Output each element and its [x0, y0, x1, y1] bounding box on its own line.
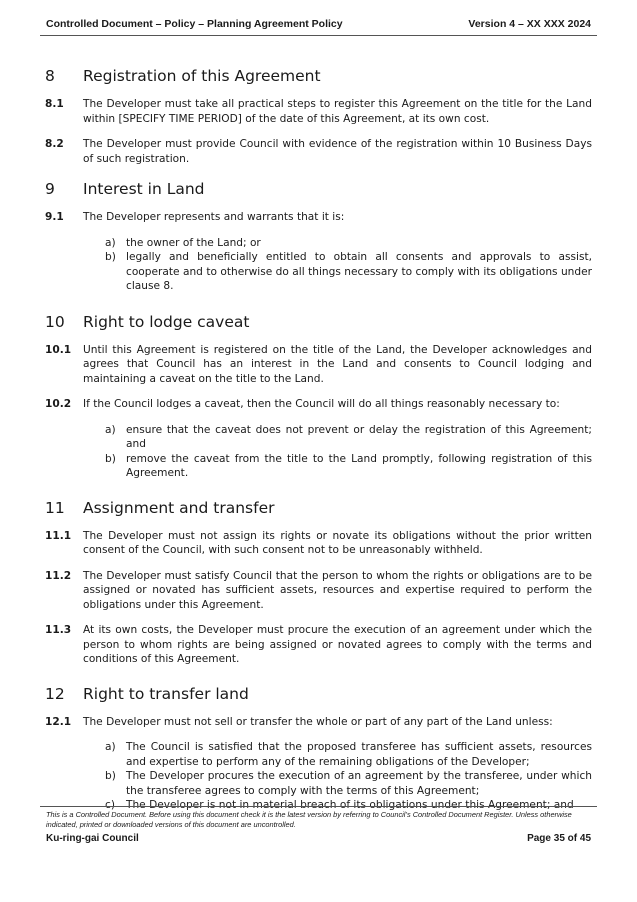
section-number: 9 [45, 180, 55, 198]
clause [45, 397, 592, 412]
document-body [45, 66, 592, 813]
section-title: Registration of this Agreement [83, 67, 321, 85]
list-item [105, 423, 592, 452]
header-document-title: Controlled Document – Policy – Planning Agreement Policy [46, 18, 343, 30]
list-item-marker: b) [105, 770, 116, 782]
clause-text: The Developer must take all practical steps to register this Agreement on the title for the Land within [SPECIFY TIME PERIOD] of the date of this Agreement, at its own cost. [83, 98, 592, 125]
section-heading [45, 66, 592, 86]
clause-text: The Developer represents and warrants that it is: [83, 211, 345, 223]
page-header [40, 17, 597, 36]
list-item-text: ensure that the caveat does not prevent or delay the registration of this Agreement; and [126, 423, 592, 450]
list-item-marker: a) [105, 236, 116, 249]
section-number: 11 [45, 498, 65, 517]
footer-page-number: Page 35 of 45 [527, 833, 591, 844]
clause-number: 10.1 [45, 343, 72, 356]
section-title: Right to transfer land [83, 684, 249, 703]
list-item-text: legally and beneficially entitled to obtain all consents and approvals to assist, cooperate and to otherwise do all things necessary to comply with its obligations under clause 8. [126, 251, 592, 292]
clause-number: 10.2 [45, 398, 72, 410]
section-number: 10 [45, 312, 65, 331]
clause [45, 569, 592, 613]
clause [45, 137, 592, 166]
controlled-document-note: This is a Controlled Document. Before using this document check it is the latest version by referring to Council’s Controlled Document Register. Unless otherwise indicated, printed or downloaded versions of this document are uncontrolled. [40, 806, 597, 830]
list-item-text: the owner of the Land; or [126, 236, 261, 249]
clause-text: The Developer must provide Council with evidence of the registration within 10 Business Days of such registration. [83, 138, 592, 165]
list-item-marker: b) [105, 452, 116, 465]
list-item [105, 236, 592, 251]
list-item-marker: b) [105, 251, 116, 263]
list-item-marker: c) [105, 799, 115, 811]
clause [45, 210, 592, 225]
clause [45, 715, 592, 730]
section-title: Assignment and transfer [83, 498, 275, 517]
clause-number: 11.1 [45, 529, 72, 542]
header-version: Version 4 – XX XXX 2024 [468, 18, 591, 30]
section-heading [45, 498, 592, 518]
clause-number: 12.1 [45, 715, 72, 728]
clause-sublist [105, 236, 592, 294]
section-heading [45, 179, 592, 199]
section-number: 12 [45, 684, 65, 703]
clause-number: 9.1 [45, 211, 64, 223]
clause [45, 529, 592, 558]
clause-number: 11.2 [45, 569, 72, 582]
section-number: 8 [45, 67, 55, 85]
section-title: Right to lodge caveat [83, 312, 250, 331]
footer-organisation: Ku-ring-gai Council [46, 833, 139, 844]
clause-number: 11.3 [45, 624, 72, 636]
list-item [105, 250, 592, 294]
clause-sublist [105, 740, 592, 813]
clause-number: 8.2 [45, 138, 64, 150]
clause [45, 623, 592, 667]
clause-text: The Developer must not sell or transfer the whole or part of any part of the Land unless: [83, 715, 553, 728]
clause-sublist [105, 423, 592, 481]
list-item-text: The Council is satisfied that the proposed transferee has sufficient assets, resources and expertise to perform any of the remaining obligations of the Developer; [126, 741, 592, 768]
clause-number: 8.1 [45, 98, 64, 110]
clause-text: The Developer must not assign its rights or novate its obligations without the prior written consent of the Council, with such consent not to be unreasonably withheld. [83, 529, 592, 556]
list-item-text: The Developer procures the execution of an agreement by the transferee, under which the transferee agrees to comply with the terms of this Agreement; [126, 770, 592, 797]
clause-text: If the Council lodges a caveat, then the Council will do all things reasonably necessary to: [83, 398, 560, 410]
list-item-marker: a) [105, 423, 116, 436]
clause-text: The Developer must satisfy Council that the person to whom the rights or obligations are to be assigned or novated has sufficient assets, resources and expertise required to perform the obligations under this Agreement. [83, 569, 592, 611]
section-heading [45, 312, 592, 332]
section-title: Interest in Land [83, 180, 205, 198]
list-item [105, 452, 592, 481]
list-item-marker: a) [105, 741, 116, 753]
list-item [105, 769, 592, 798]
section-heading [45, 684, 592, 704]
clause [45, 97, 592, 126]
list-item [105, 740, 592, 769]
clause-text: Until this Agreement is registered on the title of the Land, the Developer acknowledges and agrees that Council has an interest in the Land and consents to Council lodging and maintaining a caveat on the title to the Land. [83, 343, 592, 385]
clause-text: At its own costs, the Developer must procure the execution of an agreement under which the person to whom rights are being assigned or novated agrees to comply with the terms and conditions of this Agreement. [83, 624, 592, 665]
list-item-text: remove the caveat from the title to the Land promptly, following registration of this Agreement. [126, 452, 592, 479]
list-item-text: The Developer is not in material breach of its obligations under this Agreement; and [126, 799, 574, 811]
clause [45, 343, 592, 387]
